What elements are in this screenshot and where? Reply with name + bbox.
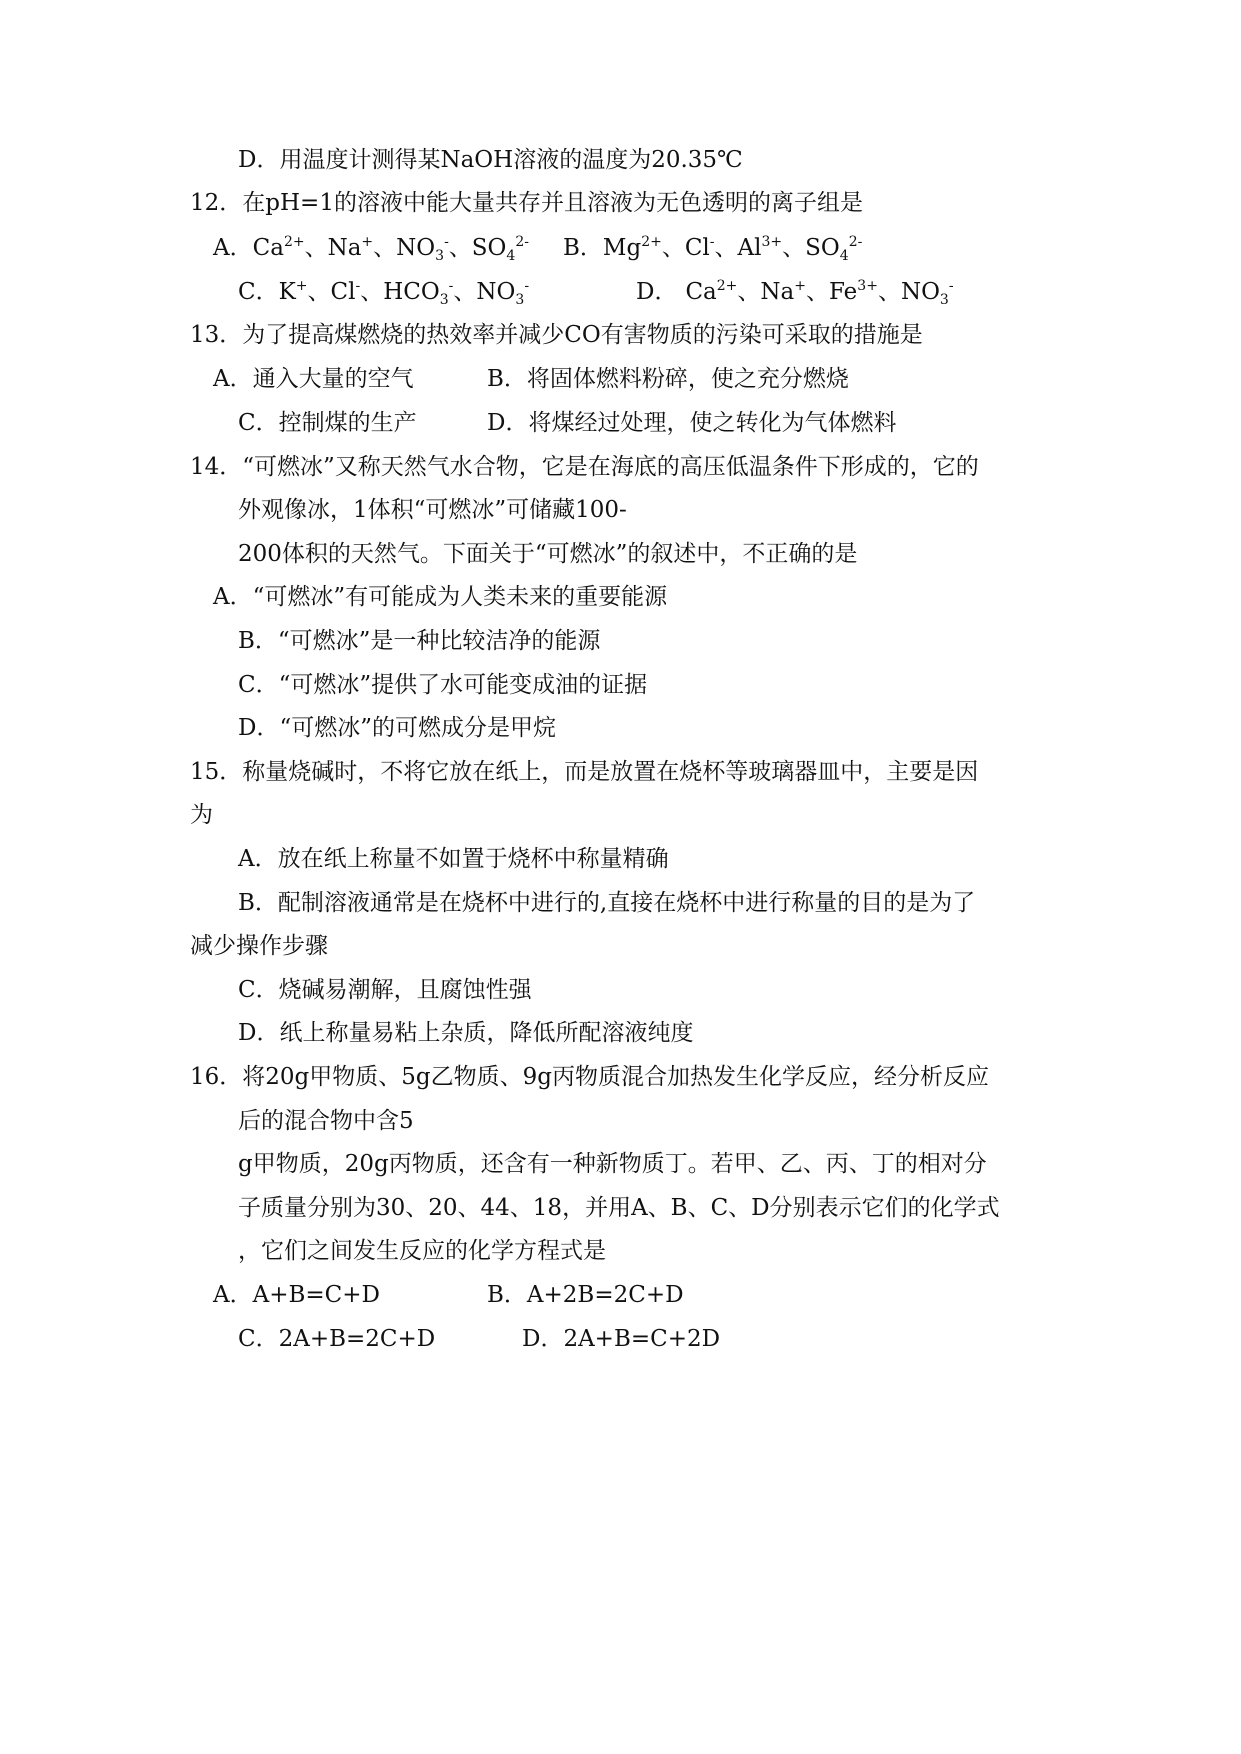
q13-option-d: D．将煤经过处理，使之转化为气体燃料 [487, 410, 897, 436]
q16-stem-line-2: 后的混合物中含5 [238, 1108, 414, 1134]
q12-option-b: B．$Mg^{2+}$、Cl-、$Al^{3+}$、$SO_4^{2-}$ [563, 234, 863, 264]
q13-stem: 13．为了提高煤燃烧的热效率并减少CO有害物质的污染可采取的措施是 [190, 322, 923, 348]
q16-option-a: A．A+B=C+D [213, 1282, 380, 1308]
q12-stem: 12．在pH=1的溶液中能大量共存并且溶液为无色透明的离子组是 [190, 190, 863, 216]
q11-option-d: D．用温度计测得某NaOH溶液的温度为20.35℃ [238, 147, 743, 173]
q14-stem-line-3: 200体积的天然气。下面关于“可燃冰”的叙述中，不正确的是 [238, 541, 858, 567]
q14-stem-line-2: 外观像冰，1体积“可燃冰”可储藏100- [238, 497, 627, 523]
q15-stem-line-2: 为 [190, 802, 213, 828]
q14-stem-line-1: 14．“可燃冰”又称天然气水合物，它是在海底的高压低温条件下形成的，它的 [190, 454, 979, 480]
q14-option-c: C．“可燃冰”提供了水可能变成油的证据 [238, 672, 648, 698]
q16-option-d: D．2A+B=C+2D [522, 1326, 721, 1352]
q16-option-b: B．A+2B=2C+D [487, 1282, 684, 1308]
q14-option-d: D．“可燃冰”的可燃成分是甲烷 [238, 715, 556, 741]
q15-option-c: C．烧碱易潮解，且腐蚀性强 [238, 977, 532, 1003]
q12-option-d: D． $Ca^{2+}$、Na+、$Fe^{3+}$、$NO_3^-$ [636, 278, 954, 308]
q12-option-a: A．$Ca^{2+}$、Na+、$NO_3^-$、$SO_4^{2-}$ [213, 234, 529, 264]
q14-option-a: A．“可燃冰”有可能成为人类未来的重要能源 [213, 584, 668, 610]
q14-option-b: B．“可燃冰”是一种比较洁净的能源 [238, 628, 601, 654]
q15-option-a: A．放在纸上称量不如置于烧杯中称量精确 [238, 846, 669, 872]
q16-stem-line-1: 16．将20g甲物质、5g乙物质、9g丙物质混合加热发生化学反应，经分析反应 [190, 1064, 989, 1090]
q15-stem-line-1: 15．称量烧碱时，不将它放在纸上，而是放置在烧杯等玻璃器皿中，主要是因 [190, 759, 979, 785]
q13-option-b: B．将固体燃料粉碎，使之充分燃烧 [487, 366, 849, 392]
q12-option-c: C．K+、Cl-、$HCO_3^-$、$NO_3^-$ [238, 278, 530, 308]
q16-option-c: C．2A+B=2C+D [238, 1326, 436, 1352]
q16-stem-line-4: 子质量分别为30、20、44、18，并用A、B、C、D分别表示它们的化学式 [238, 1195, 1000, 1221]
q15-option-b-line-1: B．配制溶液通常是在烧杯中进行的,直接在烧杯中进行称量的目的是为了 [238, 890, 976, 916]
q16-stem-line-3: g甲物质，20g丙物质，还含有一种新物质丁。若甲、乙、丙、丁的相对分 [238, 1151, 987, 1177]
q13-option-c: C．控制煤的生产 [238, 410, 417, 436]
q15-option-b-line-2: 减少操作步骤 [190, 933, 328, 959]
q16-stem-line-5: ，它们之间发生反应的化学方程式是 [238, 1238, 606, 1264]
q13-option-a: A．通入大量的空气 [213, 366, 414, 392]
q15-option-d: D．纸上称量易粘上杂质，降低所配溶液纯度 [238, 1020, 694, 1046]
